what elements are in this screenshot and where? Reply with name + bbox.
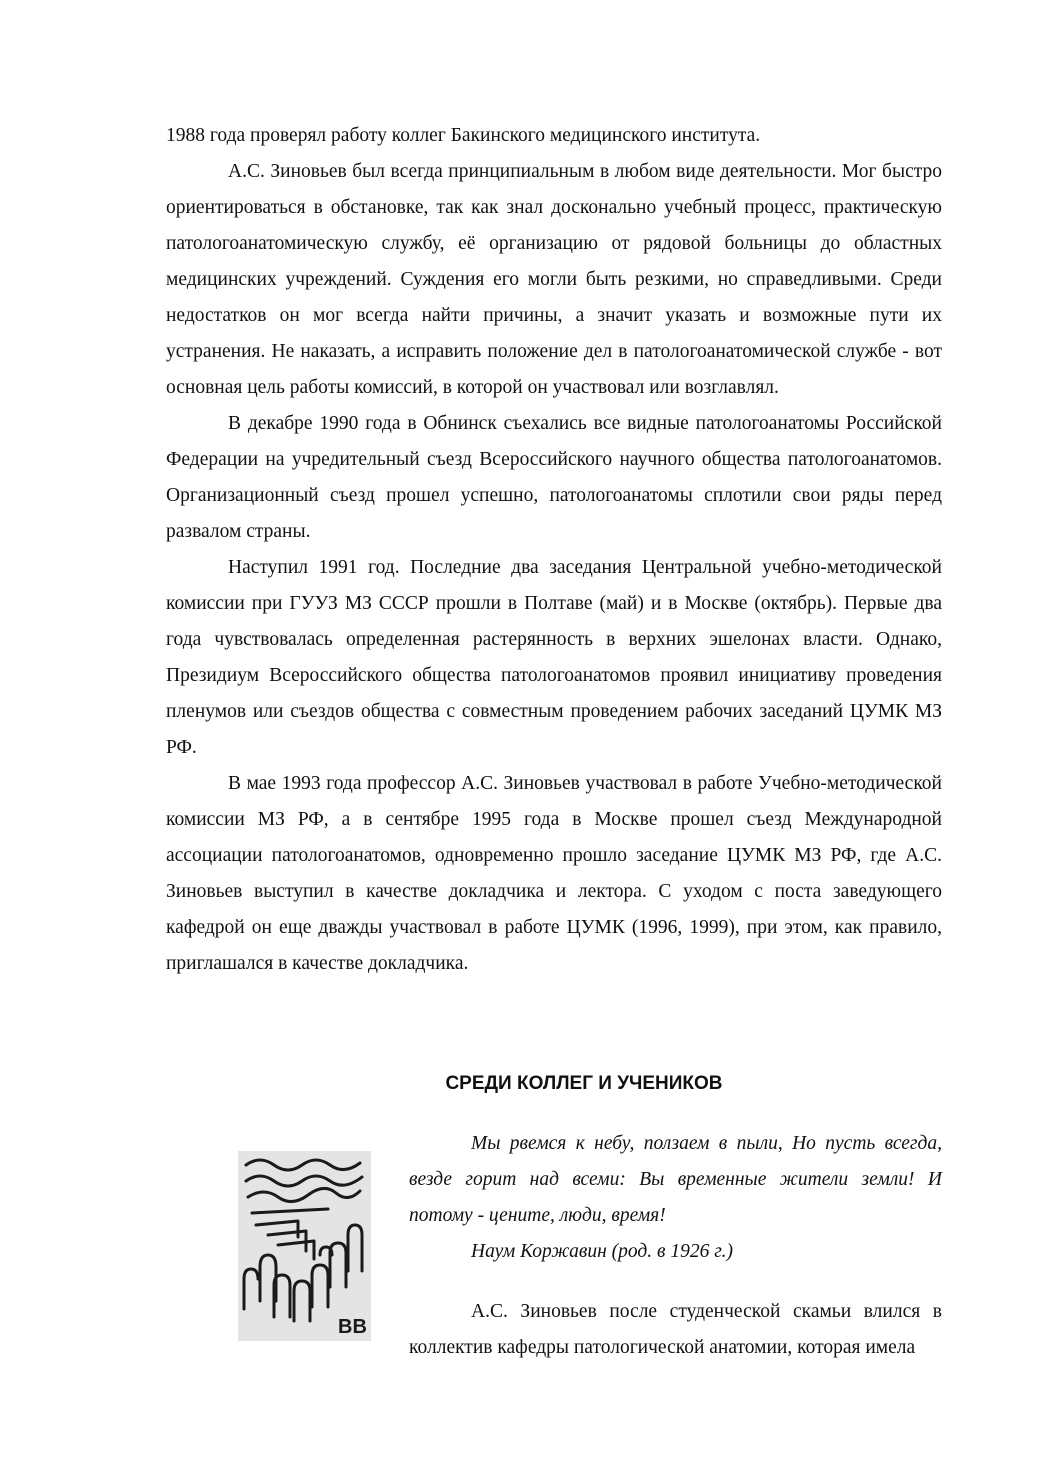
paragraph-continuation: А.С. Зиновьев после студенческой скамьи влился в коллектив кафедры патологической анатомии, которая имела — [409, 1301, 942, 1358]
epigraph — [409, 1126, 942, 1270]
epigraph-text: Мы рвемся к небу, ползаем в пыли, Но пусть всегда, везде горит над всеми: Вы временные жители земли! И потому - цените, люди, время! — [409, 1133, 942, 1226]
paragraph-opening-line: 1988 года проверял работу коллег Бакинского медицинского института. — [166, 125, 761, 146]
illustration-crowd-picture — [238, 1151, 371, 1341]
illustration-signature: ВВ — [338, 1316, 367, 1338]
paragraph-1991: Наступил 1991 год. Последние два заседания Центральной учебно-методической комиссии при ГУУЗ МЗ СССР прошли в Полтаве (май) и в Москве (октябрь). Первые два года чувствовалась определенная растерянность в верхних эшелонах власти. Однако, Президиум Всероссийского общества патологоанатомов проявил инициативу проведения пленумов или съездов общества с совместным проведением рабочих заседаний ЦУМК МЗ РФ. — [166, 557, 942, 758]
paragraph-obninsk-congress: В декабре 1990 года в Обнинск съехались все видные патологоанатомы Российской Федерации на учредительный съезд Всероссийского научного общества патологоанатомов. Организационный съезд прошел успешно, патологоанатомы сплотили свои ряды перед развалом страны. — [166, 413, 942, 542]
crowd-drawing — [238, 1151, 371, 1341]
section-heading: СРЕДИ КОЛЛЕГ И УЧЕНИКОВ — [445, 1073, 723, 1094]
main-text — [166, 118, 942, 982]
paragraph-1993-1995: В мае 1993 года профессор А.С. Зиновьев участвовал в работе Учебно-методической комиссии МЗ РФ, а в сентябре 1995 года в Москве прошел съезд Международной ассоциации патологоанатомов, одновременно прошло заседание ЦУМК МЗ РФ, где А.С. Зиновьев выступил в качестве докладчика и лектора. С уходом с поста заведующего кафедрой он еще дважды участвовал в работе ЦУМК (1996, 1999), при этом, как правило, приглашался в качестве докладчика. — [166, 773, 942, 974]
epigraph-author: Наум Коржавин (род. в 1926 г.) — [471, 1241, 733, 1262]
continuation-text — [409, 1294, 942, 1366]
paragraph-principles: А.С. Зиновьев был всегда принципиальным в любом виде деятельности. Мог быстро ориентироваться в обстановке, так как знал досконально учебный процесс, практическую патологоанатомическую службу, её организацию от рядовой больницы до областных медицинских учреждений. Суждения его могли быть резкими, но справедливыми. Среди недостатков он мог всегда найти причины, а значит указать и возможные пути их устранения. Не наказать, а исправить положение дел в патологоанатомической службе - вот основная цель работы комиссий, в которой он участвовал или возглавлял. — [166, 161, 942, 398]
